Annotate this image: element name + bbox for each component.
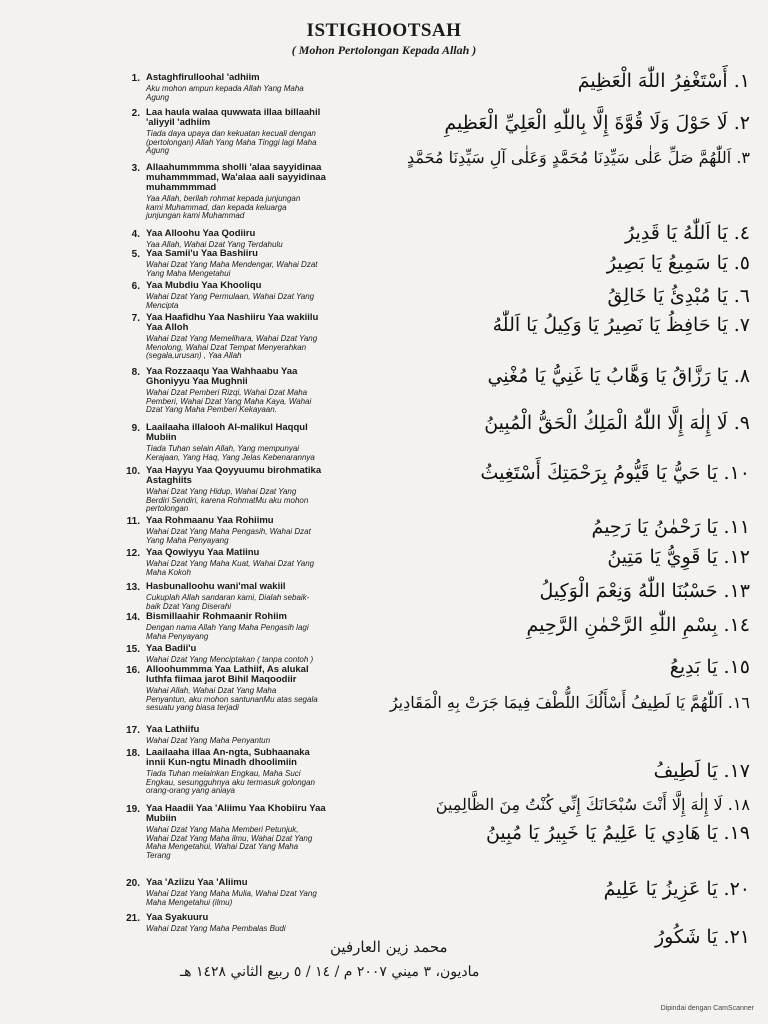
latin-text: Yaa Qowiyyu Yaa Matiinu [146, 547, 260, 558]
item-number: 17. [126, 725, 140, 736]
meaning-text: sesuatu yang biasa terjadi [146, 703, 239, 713]
meaning-text: Terang [146, 850, 171, 860]
latin-text: Allaahummmma sholli 'alaa sayyidinaa [146, 162, 322, 173]
latin-text: Yaa Lathiifu [146, 724, 200, 735]
meaning-text: Engkau, sesungguhnya aku termasuk golongan [146, 777, 316, 787]
item-number: 7. [131, 313, 140, 324]
arabic-text: ١٧. يَا لَطِيفُ [653, 760, 750, 782]
item-number: 8. [131, 367, 140, 378]
meaning-text: Wahai Dzat Yang Menciptakan ( tanpa contoh ) [146, 655, 314, 664]
item-number: 18. [126, 748, 140, 759]
latin-text: innii Kun-ngtu Minadh dhoolimiin [146, 757, 297, 768]
item-number: 13. [126, 582, 140, 593]
meaning-text: Agung [146, 146, 170, 156]
arabic-text: ١٩. يَا هَادِي يَا عَلِيمُ يَا خَبِيرُ يَا مُبِينُ [485, 822, 750, 844]
item-number: 16. [126, 665, 140, 676]
latin-text: Ghoniyyu Yaa Mughnii [146, 376, 248, 387]
arabic-text: ١٨. لَا إِلٰهَ إِلَّا أَنْتَ سُبْحَانَكَ إِنِّي كُنْتُ مِنَ الظَّالِمِينَ [435, 795, 750, 814]
meaning-text: Wahai Dzat Yang Maha Mulia, Wahai Dzat Yang [146, 889, 317, 898]
meaning-text: (pertolongan) Allah Yang Maha Tinggi lagi Maha [146, 137, 317, 147]
latin-text: Yaa Samii'u Yaa Bashiiru [146, 248, 258, 259]
meaning-text: orang-orang yang aniaya [146, 786, 235, 796]
meaning-text: junjungan kami Muhammad [146, 211, 245, 221]
latin-text: Alloohummma Yaa Lathiif, As alukal [146, 664, 309, 675]
item-number: 5. [131, 249, 140, 260]
item-number: 14. [126, 612, 140, 623]
item-number: 3. [131, 163, 140, 174]
arabic-text: ١. أَسْتَغْفِرُ اللّٰهَ الْعَظِيمَ [577, 70, 750, 92]
meaning-text: Yang Maha Penyayang [146, 535, 229, 545]
meaning-text: Aku mohon ampun kepada Allah Yang Maha [146, 84, 304, 93]
arabic-text: ٦. يَا مُبْدِئُ يَا خَالِقُ [607, 285, 750, 307]
latin-text: Laailaaha illaa An-ngta, Subhaanaka [146, 747, 310, 758]
meaning-text: Wahai Dzat Yang Maha Mendengar, Wahai Dzat [146, 260, 318, 269]
arabic-text: ٩. لَا إِلٰهَ إِلَّا اللّٰهُ الْمَلِكُ الْحَقُّ الْمُبِينُ [484, 412, 750, 434]
latin-text: Astaghiits [146, 475, 192, 486]
latin-text: Yaa Rozzaaqu Yaa Wahhaabu Yaa [146, 366, 298, 377]
arabic-text: ١٣. حَسْبُنَا اللّٰهُ وَنِعْمَ الْوَكِيلُ [539, 580, 750, 602]
meaning-text: Menolong, Wahai Dzat Tempat Menyerahkan [146, 342, 307, 352]
signature-date: ماديون، ٣ ميني ٢٠٠٧ م / ١٤ / ٥ ربيع الثاني ١٤٢٨ هـ [180, 964, 480, 980]
latin-text: Yaa Hayyu Yaa Qoyyuumu birohmatika [146, 465, 322, 476]
arabic-text: ٢. لَا حَوْلَ وَلَا قُوَّةَ إِلَّا بِاللّٰهِ الْعَلِيِّ الْعَظِيمِ [444, 112, 750, 134]
item-number: 19. [126, 804, 140, 815]
latin-text: Yaa Alloohu Yaa Qodiiru [146, 228, 256, 239]
latin-text: Astaghfirulloohal 'adhiim [146, 72, 260, 83]
meaning-text: Wahai Dzat Yang Maha Pembalas Budi [146, 924, 286, 933]
item-number: 11. [126, 516, 140, 527]
item-number: 9. [131, 423, 140, 434]
latin-text: Hasbunalloohu wani'mal wakiil [146, 581, 286, 592]
meaning-text: Kerajaan, Yang Haq, Yang Jelas Kebenarannya [146, 452, 315, 462]
meaning-text: pertolongan [146, 504, 189, 514]
meaning-text: Wahai Dzat Yang Memelihara, Wahai Dzat Yang [146, 334, 318, 343]
latin-text: Laailaaha illalooh Al-malikul Haqqul [146, 422, 308, 433]
meaning-text: Dzat Yang Maha Pemberi Kekayaan. [146, 405, 277, 415]
arabic-text: ٢٠. يَا عَزِيزُ يَا عَلِيمُ [603, 878, 750, 900]
arabic-text: ١٢. يَا قَوِيُّ يَا مَتِينُ [607, 546, 750, 568]
arabic-text: ١٤. بِسْمِ اللّٰهِ الرَّحْمٰنِ الرَّحِيمِ [526, 614, 750, 636]
scanner-watermark: Dipindai dengan CamScanner [660, 1005, 754, 1012]
meaning-text: Tiada Tuhan selain Allah, Yang mempunyai [146, 444, 300, 453]
latin-text: Yaa Haadii Yaa 'Aliimu Yaa Khobiiru Yaa [146, 803, 326, 814]
meaning-text: Cukuplah Allah sandaran kami, Dialah sebaik- [146, 593, 310, 602]
latin-text: Yaa Mubdiu Yaa Khooliqu [146, 280, 262, 291]
meaning-text: Wahai Dzat Yang Maha Pengasih, Wahai Dzat [146, 527, 311, 536]
meaning-text: Maha Penyayang [146, 631, 209, 641]
latin-text: Yaa Alloh [146, 322, 189, 333]
arabic-text: ٥. يَا سَمِيعُ يَا بَصِيرُ [606, 252, 750, 274]
item-number: 6. [131, 281, 140, 292]
meaning-text: (segala,urusan) , Yaa Allah [146, 351, 242, 361]
item-number: 10. [126, 466, 140, 477]
latin-text: Yaa Badii'u [146, 643, 197, 654]
meaning-text: Tiada Tuhan melainkan Engkau, Maha Suci [146, 769, 301, 778]
arabic-text: ١٥. يَا بَدِيعُ [669, 656, 750, 678]
arabic-text: ١٦. اَللّٰهُمَّ يَا لَطِيفُ أَسْأَلُكَ اللُّطْفَ فِيمَا جَرَتْ بِهِ الْمَقَادِيرُ [389, 693, 750, 712]
latin-text: luthfa fiimaa jarot Bihil Maqoodiir [146, 674, 297, 685]
meaning-text: Berdiri Sendiri, karena RohmatMu aku mohon [146, 495, 309, 505]
latin-text: Laa haula walaa quwwata illaa billaahil [146, 107, 321, 118]
meaning-text: Penyantun, aku mohon santunanMu atas segala [146, 694, 318, 704]
latin-text: 'aliyyil 'adhiim [146, 117, 211, 128]
meaning-text: Wahai Dzat Yang Maha ilmu, Wahai Dzat Yang [146, 833, 313, 843]
meaning-text: baik Dzat Yang Diserahi [146, 601, 232, 611]
meaning-text: Wahai Dzat Yang Hidup, Wahai Dzat Yang [146, 487, 297, 496]
meaning-text: Wahai Dzat Yang Maha Penyantun [146, 736, 271, 745]
meaning-text: Mencipta [146, 300, 179, 310]
meaning-text: Wahai Dzat Yang Maha Kuat, Wahai Dzat Yang [146, 559, 315, 568]
meaning-text: Dengan nama Allah Yang Maha Pengasih lagi [146, 623, 309, 632]
latin-text: Yaa Rohmaanu Yaa Rohiimu [146, 515, 274, 526]
arabic-text: ٢١. يَا شَكُورُ [654, 926, 750, 948]
meaning-text: Agung [146, 92, 170, 102]
latin-text: Yaa Syakuuru [146, 912, 209, 923]
meaning-text: Yang Maha Mengetahui [146, 268, 231, 278]
latin-text: muhammmmad [146, 182, 217, 193]
meaning-text: Pemberi, Wahai Dzat Yang Maha Kaya, Wahai [146, 396, 312, 406]
meaning-text: Maha Mengetahui, Wahai Dzat Yang Maha [146, 842, 299, 852]
arabic-text: ٧. يَا حَافِظُ يَا نَصِيرُ يَا وَكِيلُ يَا اَللّٰهُ [492, 314, 750, 336]
item-number: 20. [126, 878, 140, 889]
item-number: 12. [126, 548, 140, 559]
meaning-text: Maha Kokoh [146, 567, 191, 577]
item-number: 2. [131, 108, 140, 119]
arabic-text: ١١. يَا رَحْمٰنُ يَا رَحِيمُ [591, 516, 750, 538]
arabic-text: ٨. يَا رَزَّاقُ يَا وَهَّابُ يَا غَنِيُّ يَا مُغْنِي [487, 365, 750, 387]
latin-text: muhammmmad, Wa'alaa aali sayyidinaa [146, 172, 326, 183]
meaning-text: Wahai Allah, Wahai Dzat Yang Maha [146, 686, 277, 695]
latin-text: Mubiin [146, 432, 177, 443]
page-title: ISTIGHOOTSAH [306, 20, 462, 41]
meaning-text: kami Muhammad, dan kepada keluarga [146, 202, 287, 212]
meaning-text: Wahai Dzat Pemberi Rizqi, Wahai Dzat Maha [146, 388, 308, 397]
meaning-text: Yaa Allah, berilah rohmat kepada junjungan [146, 194, 301, 203]
latin-text: Mubiin [146, 813, 177, 824]
page-subtitle: ( Mohon Pertolongan Kepada Allah ) [291, 43, 477, 57]
item-number: 1. [131, 73, 140, 84]
arabic-text: ٣. اَللّٰهُمَّ صَلِّ عَلٰى سَيِّدِنَا مُحَمَّدٍ وَعَلٰى آلِ سَيِّدِنَا مُحَمَّدٍ [407, 148, 750, 167]
meaning-text: Maha Mengetahui (ilmu) [146, 897, 233, 907]
item-number: 21. [126, 913, 140, 924]
meaning-text: Tiada daya upaya dan kekuatan kecuali dengan [146, 129, 316, 138]
signature-name: محمد زين العارفين [330, 938, 448, 956]
item-number: 4. [131, 229, 140, 240]
arabic-text: ٤. يَا اَللّٰهُ يَا قَدِيرُ [625, 222, 750, 244]
meaning-text: Wahai Dzat Yang Permulaan, Wahai Dzat Yang [146, 292, 315, 301]
latin-text: Bismillaahir Rohmaanir Rohiim [146, 611, 287, 622]
latin-text: Yaa Haafidhu Yaa Nashiiru Yaa wakiilu [146, 312, 319, 323]
meaning-text: Yaa Allah, Wahai Dzat Yang Terdahulu [146, 240, 283, 249]
arabic-text: ١٠. يَا حَيُّ يَا قَيُّومُ بِرَحْمَتِكَ أَسْتَغِيثُ [480, 462, 750, 484]
meaning-text: Wahai Dzat Yang Maha Memberi Petunjuk, [146, 825, 299, 834]
latin-text: Yaa 'Aziizu Yaa 'Aliimu [146, 877, 248, 888]
item-number: 15. [126, 644, 140, 655]
